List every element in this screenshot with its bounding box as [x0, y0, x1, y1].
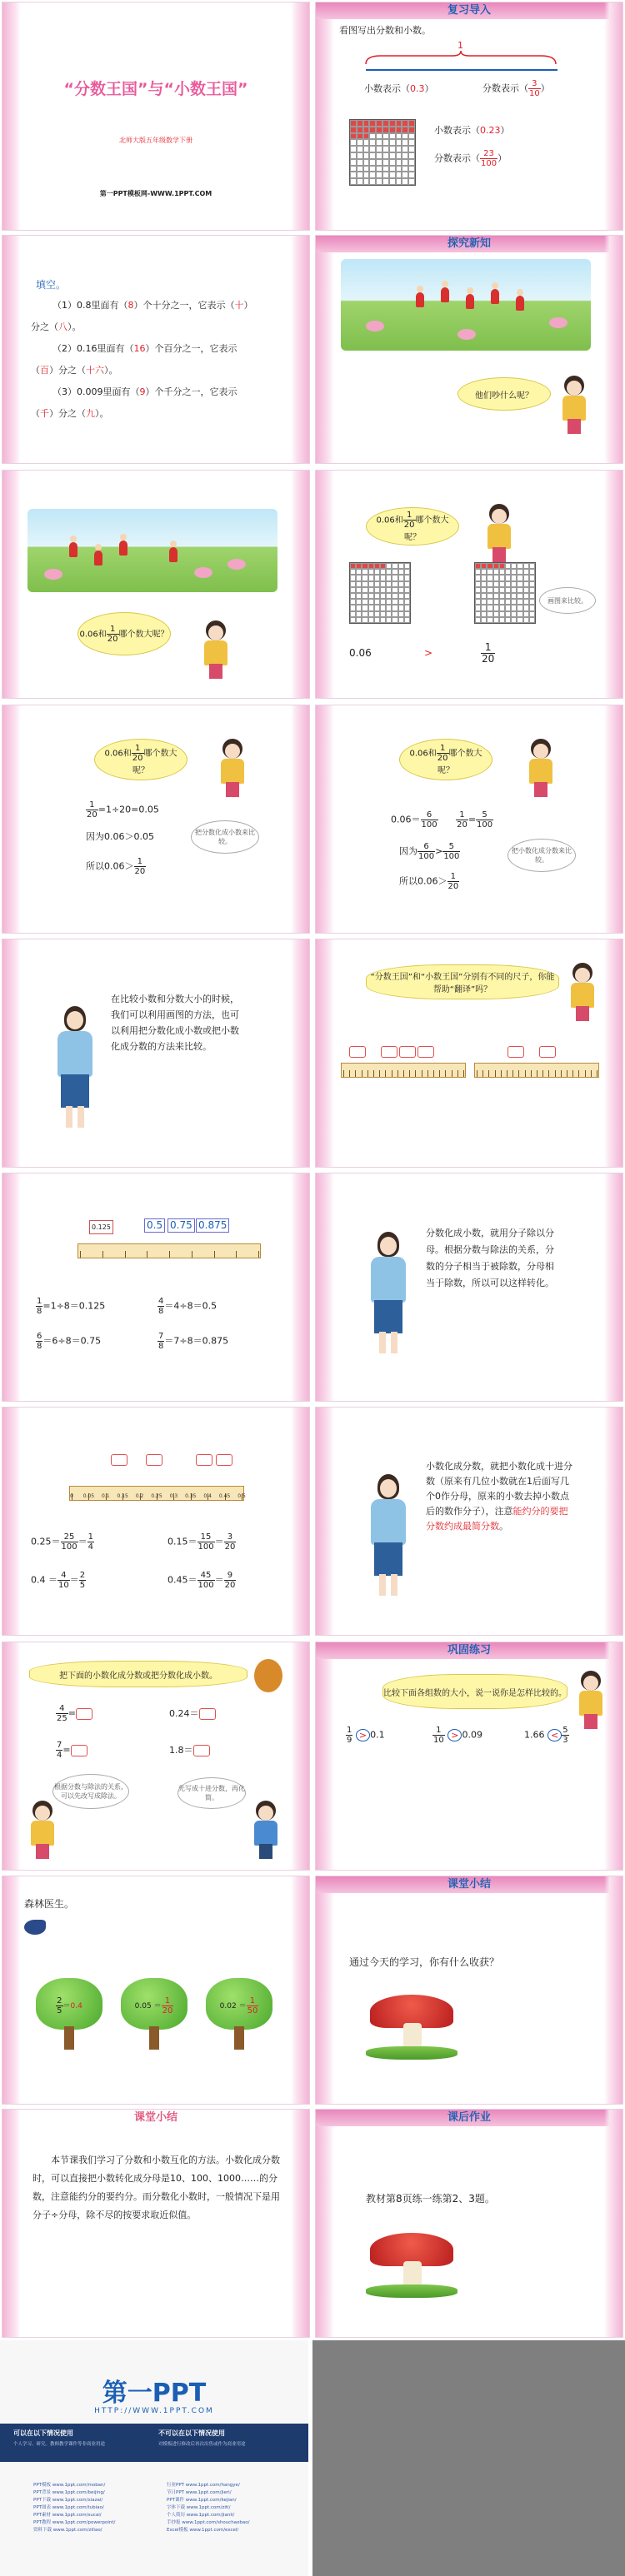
decimal-ruler [474, 1063, 599, 1078]
convert-line-1: 0.06＝ $\frac{6}{100}$ $\frac{1}{20}$ = $\frac{5}{100}$ [391, 810, 493, 830]
template-footer [0, 2340, 308, 2576]
footer-link[interactable]: 行业PPT www.1ppt.com/hangye/ [167, 2483, 240, 2488]
blank-area [312, 2340, 625, 2576]
header-title: 探究新知 [447, 237, 491, 250]
footer-link[interactable]: PPT模板 www.1ppt.com/moban/ [33, 2483, 106, 2488]
girl-character [574, 1671, 608, 1729]
slide-subtitle: 北师大版五年级数学下册 [119, 137, 192, 144]
ruler-label-box [111, 1454, 128, 1466]
speech-bubble: 0.06和 $\frac{1}{20}$ 哪个数大 呢？ [366, 507, 459, 546]
speech-bubble: 0.06和 $\frac{1}{20}$ 哪个数大 呢？ [399, 739, 492, 780]
ruler-tick [373, 1070, 374, 1077]
slide-draw-compare [315, 470, 623, 699]
compare-symbol: > [424, 647, 433, 659]
dec-eq-3: 0.4 ＝ $\frac{4}{10}$ ＝ $\frac{2}{5}$ [31, 1571, 86, 1590]
ruler-tick [542, 1070, 543, 1077]
ruler-tick [591, 1070, 592, 1077]
tree-1: $\frac{2}{5}$ ＝0.4 [36, 1978, 102, 2053]
pig-figure [228, 559, 246, 570]
ruler-tick [597, 1070, 598, 1077]
slide-summary-question [315, 1876, 623, 2105]
eighth-eq-3: $\frac{6}{8}$ ＝6÷8＝0.75 [37, 1332, 102, 1351]
ruler-tick-label: 0.45 [218, 1493, 231, 1499]
kid-figure [94, 551, 102, 566]
fraction-ruler [341, 1063, 466, 1078]
footer-allowed-body: 个人学习、研究。教师教学课件等非商业用途 [13, 2442, 106, 2447]
tree-3: 0.02 ＝ $\frac{1}{50}$ [206, 1978, 272, 2053]
ruler-tick [463, 1070, 464, 1077]
ruler-tick-label: 0.2 [135, 1493, 144, 1499]
slide-frac-to-dec [2, 705, 310, 934]
kid-figure [69, 542, 78, 557]
ruler-tick [147, 1251, 148, 1258]
dec-eq-2: 0.15＝ $\frac{15}{100}$ ＝ $\frac{3}{20}$ [168, 1532, 236, 1552]
kid-figure [169, 547, 178, 562]
footer-link[interactable]: 资料下载 www.1ppt.com/ziliao/ [33, 2528, 102, 2533]
ruler-tick-label: 0.3 [169, 1493, 178, 1499]
homework-text: 教材第8页练一练第2、3题。 [366, 2193, 495, 2205]
kid-figure [491, 289, 499, 304]
footer-allowed-title: 可以在以下情况使用 [13, 2429, 73, 2437]
slide-method-summary [2, 939, 310, 1168]
graduate-owl-icon [254, 1659, 282, 1692]
question-text: 看图写出分数和小数。 [339, 25, 431, 36]
footer-logo: 第一PPT [102, 2379, 207, 2408]
pig-figure [366, 321, 384, 331]
convert-line-2: 因为 $\frac{6}{100}$ > $\frac{5}{100}$ [399, 842, 460, 861]
tip-note: 把小数化成分数来比较。 [508, 839, 576, 872]
teacher-character [362, 1232, 412, 1357]
compare-rhs: $\frac{1}{20}$ [482, 641, 495, 665]
slide-consolidate [315, 1642, 623, 1871]
forest-heading: 森林医生。 [24, 1898, 75, 1910]
girl-character [216, 739, 249, 797]
slide-dec-frac-ruler [2, 1407, 310, 1636]
brace-icon [364, 49, 558, 66]
speech-bubble: “分数王国”和“小数王国”分别有不同的尺子，你能帮助“翻译”吗？ [366, 964, 559, 999]
teacher-character [362, 1474, 412, 1599]
footer-link[interactable]: 节日PPT www.1ppt.com/jieri/ [167, 2490, 232, 2495]
footer-link[interactable]: 个人简历 www.1ppt.com/jianli/ [167, 2513, 235, 2518]
exercise-a: $\frac{4}{25}$ = [56, 1704, 92, 1723]
slide-dec-to-frac [315, 705, 623, 934]
ruler-tick [567, 1070, 568, 1077]
slide-credit: 第一PPT模板网-WWW.1PPT.COM [99, 190, 212, 197]
ruler-tick-label: 0 [70, 1493, 73, 1499]
ruler-label-box [146, 1454, 162, 1466]
slide-summary-text [2, 2109, 310, 2338]
ruler-tick [236, 1251, 237, 1258]
ruler-tick-label: 0.05 [82, 1493, 95, 1499]
speech-bubble: 0.06和 $\frac{1}{20}$ 哪个数大 呢？ [94, 739, 188, 780]
fill-item-3: （3）0.009里面有（9）个千分之一，它表示 [52, 386, 238, 397]
ruler-tick [585, 1070, 586, 1077]
footer-forbidden-title: 不可以在以下情况使用 [158, 2429, 225, 2437]
ruler-tick [488, 1070, 489, 1077]
ruler-top-label: 0.5 [144, 1218, 165, 1233]
girl-character [558, 376, 591, 434]
footer-links-right [167, 2482, 250, 2534]
ruler-tick-label: 0.25 [151, 1493, 162, 1499]
ruler-tick-label: 0.5 [238, 1493, 246, 1499]
hundred-grid-left [349, 562, 411, 624]
slide-header-bar [316, 236, 622, 252]
hundred-grid-right [474, 562, 536, 624]
footer-usage-band [0, 2424, 308, 2462]
rule-text: 分数化成小数，就用分子除以分母。根据分数与除法的关系，分数的分子相当于被除数，分母相当于除数，所以可以这样转化。 [426, 1228, 554, 1288]
ruler-top-label: 0.75 [168, 1218, 195, 1233]
slide-review [315, 2, 623, 231]
footer-link[interactable]: 字体下载 www.1ppt.com/ziti/ [167, 2505, 231, 2510]
girl-character [566, 963, 599, 1021]
slide-fill-blank [2, 235, 310, 464]
exercise-d: 1.8＝ [169, 1744, 210, 1756]
ruler-tick [561, 1070, 562, 1077]
footer-forbidden-body: 对模板进行修改后再次出售或作为商业用途 [158, 2442, 246, 2447]
summary-text: 本节课我们学习了分数和小数互化的方法。小数化成分数时，可以直接把小数转化成分母是10、100、1000……的分数，注意能约分的要约分。而分数化小数时，一般情况下是用分子÷分母，除不尽的按要求取近似值。 [32, 2155, 280, 2220]
ruler-label-box [399, 1046, 416, 1058]
step-because: 因为0.06＞0.05 [86, 831, 154, 842]
slide-practice-convert [2, 1642, 310, 1871]
mushroom-illustration [366, 2233, 458, 2299]
slide-forest-doctor [2, 1876, 310, 2105]
ruler-tick [578, 1070, 579, 1077]
compare-3: 1.66 < $\frac{5}{3}$ [524, 1726, 568, 1745]
ruler-tick [572, 1070, 573, 1077]
ruler-label-box [508, 1046, 524, 1058]
number-line [366, 64, 559, 76]
ruler-tick [409, 1070, 410, 1077]
brace-label-one: 1 [458, 40, 463, 51]
kid-figure [119, 541, 128, 556]
ruler-tick [477, 1070, 478, 1077]
slide-explore [315, 235, 623, 464]
ruler-tick [102, 1251, 103, 1258]
slide-frac-to-dec-rule [315, 1173, 623, 1402]
eighth-eq-2: $\frac{4}{8}$ ＝4÷8＝0.5 [158, 1297, 218, 1316]
twentieths-ruler [69, 1486, 244, 1501]
kingdom-scene-illustration [28, 509, 278, 592]
fill-item-2b: （百）分之（十六）。 [31, 365, 118, 376]
girl-character [199, 620, 232, 679]
ruler-tick [343, 1070, 344, 1077]
header-title: 复习导入 [447, 4, 491, 17]
header-title: 课堂小结 [133, 2111, 178, 2124]
ruler-tick [548, 1070, 549, 1077]
convert-line-3: 所以0.06＞ $\frac{1}{20}$ [399, 872, 459, 891]
fraction-answer-1: 分数表示（ $\frac{3}{10}$ ） [482, 79, 550, 98]
ruler-tick [518, 1070, 519, 1077]
ruler-tick-label: 0.15 [117, 1493, 128, 1499]
ruler-tick [495, 1070, 496, 1077]
ruler-tick [433, 1070, 434, 1077]
ruler-tick [80, 1251, 81, 1258]
ruler-tick [531, 1070, 532, 1077]
fill-item-1: （1）0.8里面有（8）个十分之一，它表示（十） [52, 300, 253, 311]
fill-item-2: （2）0.16里面有（16）个百分之一，它表示 [52, 343, 238, 354]
fill-item-1b: 分之（八）。 [31, 321, 82, 332]
decimal-answer-1: 小数表示（0.3） [364, 83, 434, 94]
ruler-label-box [381, 1046, 398, 1058]
footer-link[interactable]: PPT教程 www.1ppt.com/powerpoint/ [33, 2520, 116, 2525]
footer-link[interactable]: PPT背景 www.1ppt.com/beijing/ [33, 2490, 105, 2495]
ruler-tick-label: 0.4 [203, 1493, 212, 1499]
ruler-tick [379, 1070, 380, 1077]
tip-note: 画图来比较。 [539, 587, 596, 614]
ruler-tick [125, 1251, 126, 1258]
fraction-answer-2: 分数表示（ $\frac{23}{100}$ ） [434, 149, 508, 168]
fill-heading: 填空。 [36, 279, 67, 291]
ruler-tick [525, 1070, 526, 1077]
exercise-b: 0.24＝ [169, 1707, 216, 1720]
ruler-tick [385, 1070, 386, 1077]
tree-2: 0.05 ＝ $\frac{1}{20}$ [121, 1978, 188, 2053]
exercise-c: $\frac{7}{4}$ = [56, 1741, 88, 1760]
boy-character [249, 1801, 282, 1859]
header-title: 课后作业 [447, 2111, 491, 2124]
compare-2: $\frac{1}{10}$ > 0.09 [433, 1726, 482, 1745]
slide-header-bar [2, 2110, 309, 2126]
eighths-ruler [78, 1243, 261, 1258]
speech-bubble: 他们吵什么呢？ [458, 377, 551, 411]
girl-character [482, 504, 516, 562]
ruler-tick [214, 1251, 215, 1258]
ruler-tick [482, 1070, 483, 1077]
speech-bubble: 把下面的小数化成分数或把分数化成小数。 [29, 1661, 248, 1687]
footer-link[interactable]: PPT下载 www.1ppt.com/xiazai/ [33, 2498, 103, 2503]
ruler-label-box [196, 1454, 212, 1466]
ruler-tick [512, 1070, 513, 1077]
tip-note: 把分数化成小数来比较。 [191, 820, 259, 854]
ruler-label-box [349, 1046, 366, 1058]
slide-homework [315, 2109, 623, 2338]
kid-figure [416, 292, 424, 307]
ruler-tick [355, 1070, 356, 1077]
tip-note: 根据分数与除法的关系，可以先改写成除法。 [52, 1774, 129, 1809]
dec-eq-4: 0.45＝ $\frac{45}{100}$ ＝ $\frac{9}{20}$ [168, 1571, 236, 1590]
slide-title-text: “分数王国”与“小数王国” [63, 80, 248, 98]
ruler-tick-label: 0.35 [185, 1493, 197, 1499]
kid-figure [466, 294, 474, 309]
ruler-tick [403, 1070, 404, 1077]
teacher-character [49, 1006, 99, 1131]
footer-link[interactable]: Excel模板 www.1ppt.com/excel/ [167, 2528, 239, 2533]
slide-question [2, 470, 310, 699]
slide-title [2, 2, 310, 231]
ruler-tick [169, 1251, 170, 1258]
pig-figure [44, 569, 62, 580]
ruler-tick [349, 1070, 350, 1077]
ruler-tick [415, 1070, 416, 1077]
slide-header-bar [316, 2, 622, 19]
footer-link[interactable]: PPT素材 www.1ppt.com/sucai/ [33, 2513, 102, 2518]
tip-note: 先写成十进分数，再化简。 [178, 1777, 246, 1809]
eighth-eq-4: $\frac{7}{8}$ ＝7÷8＝0.875 [158, 1332, 229, 1351]
eighth-eq-1: $\frac{1}{8}$ =1÷8＝0.125 [37, 1297, 106, 1316]
girl-character [524, 739, 558, 797]
slide-header-bar [316, 1642, 622, 1659]
girl-character [26, 1801, 59, 1859]
ruler-tick [537, 1070, 538, 1077]
ruler-tick [439, 1070, 440, 1077]
step-equation: $\frac{1}{20}$ =1÷20=0.05 [87, 800, 159, 820]
rule-text: 小数化成分数，就把小数化成十进分数（原来有几位小数就在1后面写几个0作分母，原来的小数去掉小数点后的数作分子），注意能约分的要把分数约成最简分数。 [426, 1461, 572, 1532]
slide-frac-dec-ruler [2, 1173, 310, 1402]
slide-header-bar [316, 2110, 622, 2126]
footer-url: HTTP://WWW.1PPT.COM [94, 2407, 214, 2415]
pig-figure [458, 329, 476, 340]
footer-link[interactable]: 手抄报 www.1ppt.com/shouchaobao/ [167, 2520, 250, 2525]
kingdom-scene-illustration [341, 259, 591, 351]
compare-1: $\frac{1}{9}$ > 0.1 [347, 1726, 385, 1745]
slide-header-bar [316, 1876, 622, 1893]
woodpecker-icon [24, 1920, 46, 1935]
slide-rulers [315, 939, 623, 1168]
ruler-top-label: 0.875 [196, 1218, 229, 1233]
ruler-tick [507, 1070, 508, 1077]
ruler-label-box [216, 1454, 232, 1466]
ruler-tick [445, 1070, 446, 1077]
compare-lhs: 0.06 [349, 647, 372, 659]
footer-link[interactable]: PPT图表 www.1ppt.com/tubiao/ [33, 2505, 104, 2510]
mushroom-illustration [366, 1995, 458, 2061]
pig-figure [194, 567, 212, 578]
hundred-grid-red [349, 119, 416, 186]
kid-figure [441, 287, 449, 302]
ruler-tick-label: 0.1 [102, 1493, 110, 1499]
ruler-top-label: 0.125 [89, 1220, 113, 1234]
ruler-tick [501, 1070, 502, 1077]
dec-eq-1: 0.25＝ $\frac{25}{100}$ ＝ $\frac{1}{4}$ [31, 1532, 93, 1552]
ruler-tick [555, 1070, 556, 1077]
slide-dec-to-frac-rule [315, 1407, 623, 1636]
kid-figure [516, 296, 524, 311]
footer-links-left [33, 2482, 115, 2534]
speech-bubble: 0.06和 $\frac{1}{20}$ 哪个数大呢？ [78, 612, 171, 655]
summary-question: 通过今天的学习，你有什么收获？ [349, 1956, 500, 1968]
header-title: 课堂小结 [447, 1878, 491, 1891]
speech-bubble: 比较下面各组数的大小，说一说你是怎样比较的。 [382, 1674, 568, 1709]
decimal-answer-2: 小数表示（0.23） [434, 125, 510, 136]
ruler-tick [258, 1251, 259, 1258]
method-text: 在比较小数和分数大小的时候，我们可以利用画图的方法，也可以利用把分数化成小数或把小数化成分数的方法来比较。 [111, 994, 239, 1052]
ruler-label-box [539, 1046, 556, 1058]
footer-link[interactable]: PPT课件 www.1ppt.com/kejian/ [167, 2498, 237, 2503]
header-title: 巩固练习 [447, 1644, 491, 1657]
fill-item-3b: （千）分之（九）。 [31, 408, 109, 419]
pig-figure [549, 317, 568, 328]
ruler-label-box [418, 1046, 434, 1058]
step-therefore: 所以0.06＞ $\frac{1}{20}$ [86, 857, 146, 876]
